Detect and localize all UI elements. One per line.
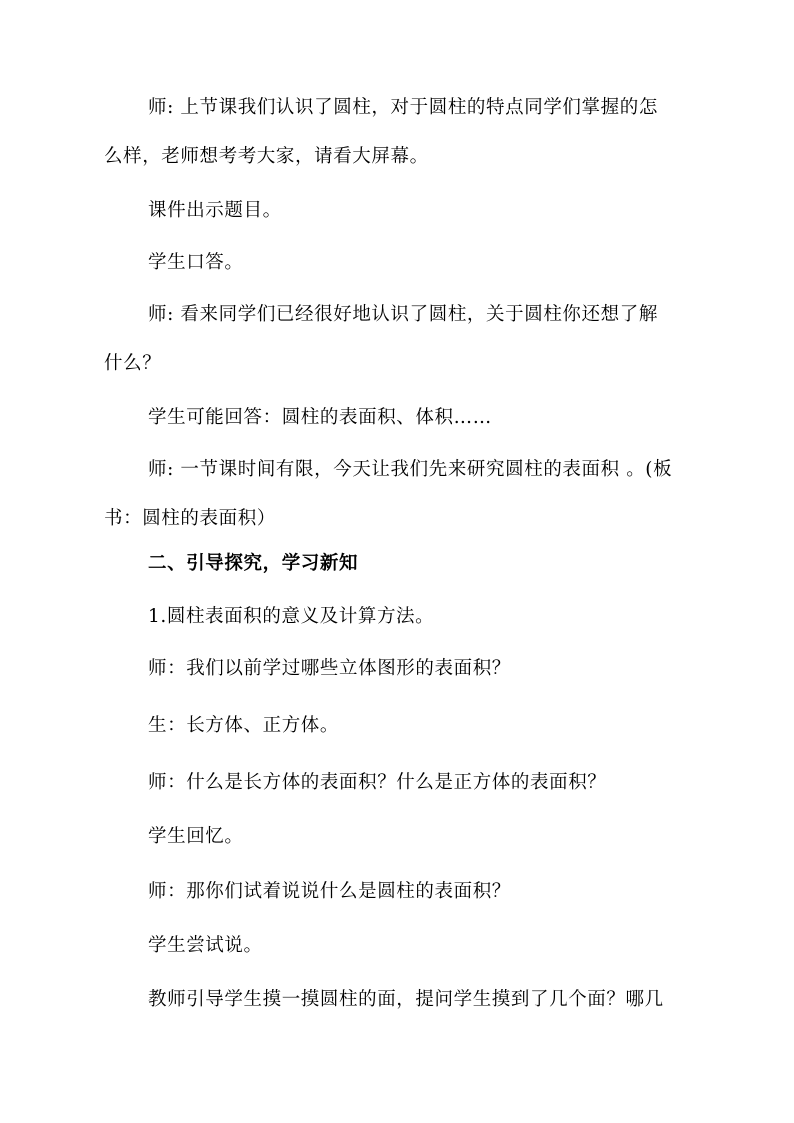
paragraph-3-line-1: 学生口答。	[148, 252, 244, 273]
paragraph-8	[104, 605, 712, 629]
paragraph-13	[104, 880, 712, 904]
paragraph-6	[104, 458, 712, 531]
paragraph-11-line-1: 师：什么是长方体的表面积？什么是正方体的表面积？	[148, 772, 607, 793]
paragraph-3	[104, 251, 712, 275]
paragraph-4-line-1: 师: 看来同学们已经很好地认识了圆柱，关于圆柱你还想了解	[148, 304, 658, 325]
paragraph-1	[104, 96, 712, 169]
paragraph-6-line-2: 书：圆柱的表面积）	[104, 508, 276, 529]
paragraph-5	[104, 406, 712, 430]
paragraph-5-line-1: 学生可能回答：圆柱的表面积、体积……	[148, 407, 492, 428]
paragraph-8-line-1: 1.圆柱表面积的意义及计算方法。	[148, 606, 435, 627]
paragraph-11	[104, 771, 712, 795]
paragraph-1-line-1: 师: 上节课我们认识了圆柱，对于圆柱的特点同学们掌握的怎	[148, 97, 658, 118]
paragraph-14-line-1: 学生尝试说。	[148, 935, 263, 956]
paragraph-6-line-1: 师: 一节课时间有限，今天让我们先来研究圆柱的表面积 。(板	[148, 459, 673, 480]
paragraph-15	[104, 988, 712, 1012]
section-heading	[104, 552, 712, 576]
paragraph-10-line-1: 生：长方体、正方体。	[148, 715, 340, 736]
paragraph-13-line-1: 师：那你们试着说说什么是圆柱的表面积？	[148, 881, 511, 902]
paragraph-2-line-1: 课件出示题目。	[148, 200, 282, 221]
paragraph-12-line-1: 学生回忆。	[148, 826, 244, 847]
paragraph-15-line-1: 教师引导学生摸一摸圆柱的面，提问学生摸到了几个面？哪几	[148, 989, 664, 1010]
paragraph-10	[104, 714, 712, 738]
paragraph-2	[104, 199, 712, 223]
paragraph-1-line-2: 么样，老师想考考大家，请看大屏幕。	[104, 146, 429, 167]
paragraph-12	[104, 825, 712, 849]
section-heading-text: 二、引导探究，学习新知	[148, 553, 359, 574]
paragraph-14	[104, 934, 712, 958]
paragraph-9	[104, 657, 712, 681]
paragraph-4-line-2: 什么？	[104, 353, 162, 374]
paragraph-4	[104, 303, 712, 376]
paragraph-9-line-1: 师：我们以前学过哪些立体图形的表面积？	[148, 658, 511, 679]
